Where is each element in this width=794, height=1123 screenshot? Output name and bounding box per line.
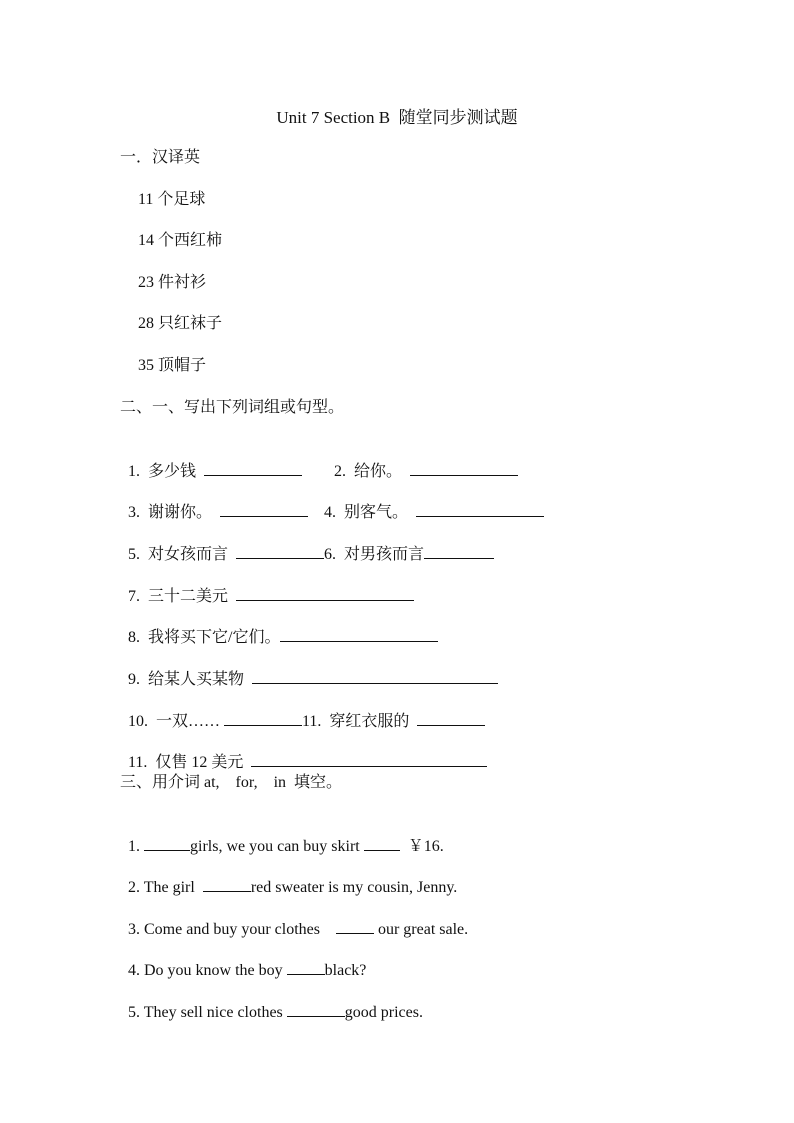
- item-number: 10.: [128, 713, 148, 730]
- section1-item: 35 顶帽子: [138, 357, 207, 374]
- item-text: 谢谢你。: [148, 504, 213, 521]
- item-number: 9.: [128, 671, 140, 688]
- answer-blank[interactable]: [224, 710, 302, 726]
- answer-blank[interactable]: [251, 751, 487, 767]
- item-text: our great sale.: [377, 921, 469, 938]
- section2-item: [120, 523, 494, 565]
- item-number: 11.: [128, 754, 148, 771]
- section3-item: [120, 981, 423, 1023]
- item-number: 7.: [128, 588, 140, 605]
- page-title: Unit 7 Section B 随堂同步测试题: [276, 108, 518, 127]
- section2-item: [120, 440, 518, 482]
- item-number: 4.: [324, 504, 337, 521]
- item-text: 多少钱: [148, 463, 197, 480]
- answer-blank[interactable]: [236, 585, 414, 601]
- section3-heading: 三、用介词 at, for, in 填空。: [120, 774, 343, 791]
- section3-item: [120, 815, 444, 857]
- item-text: 三十二美元: [148, 588, 229, 605]
- answer-blank[interactable]: [280, 626, 438, 642]
- answer-blank[interactable]: [236, 543, 324, 559]
- item-text: black?: [324, 962, 367, 979]
- item-number: 3.: [128, 504, 140, 521]
- answer-blank[interactable]: [410, 460, 518, 476]
- section1-heading: 一．汉译英: [120, 149, 201, 166]
- answer-blank[interactable]: [203, 876, 251, 892]
- answer-blank[interactable]: [252, 668, 498, 684]
- item-text: girls, we you can buy skirt: [190, 838, 360, 855]
- item-text: red sweater is my cousin, Jenny.: [250, 879, 458, 896]
- section2-heading: 二、一、写出下列词组或句型。: [120, 399, 345, 416]
- item-number: 1.: [128, 463, 140, 480]
- section2-item: [120, 565, 414, 607]
- item-text: 给你。: [354, 463, 403, 480]
- item-text: 4. Do you know the boy: [128, 962, 283, 979]
- section3-item: [120, 856, 457, 898]
- answer-blank[interactable]: [336, 918, 374, 934]
- answer-blank[interactable]: [364, 835, 400, 851]
- answer-blank[interactable]: [424, 543, 494, 559]
- answer-blank[interactable]: [417, 710, 485, 726]
- item-text: 穿红衣服的: [329, 713, 410, 730]
- section3-item: [120, 898, 468, 940]
- section2-item: [120, 648, 498, 690]
- answer-blank[interactable]: [287, 959, 325, 975]
- section3-item: [120, 939, 366, 981]
- answer-blank[interactable]: [144, 835, 190, 851]
- item-text: 5. They sell nice clothes: [128, 1004, 283, 1021]
- item-text: 对女孩而言: [148, 546, 229, 563]
- item-text: 别客气。: [344, 504, 409, 521]
- section2-item: [120, 606, 438, 648]
- answer-blank[interactable]: [416, 501, 544, 517]
- answer-blank[interactable]: [204, 460, 302, 476]
- section1-item: 23 件衬衫: [138, 274, 207, 291]
- item-text: 给某人买某物: [148, 671, 245, 688]
- item-text: 一双……: [156, 713, 221, 730]
- item-text: 对男孩而言: [344, 546, 425, 563]
- item-number: 6.: [324, 546, 337, 563]
- item-number: 2.: [334, 463, 347, 480]
- section1-item: 11 个足球: [138, 191, 206, 208]
- item-text: ￥16.: [407, 838, 444, 855]
- item-number: 11.: [302, 713, 322, 730]
- item-text: 仅售 12 美元: [155, 754, 244, 771]
- section2-item: [120, 690, 485, 732]
- item-number: 5.: [128, 546, 140, 563]
- section2-item: [120, 481, 544, 523]
- answer-blank[interactable]: [287, 1001, 345, 1017]
- section2-item: [120, 731, 487, 773]
- item-text: 2. The girl: [128, 879, 195, 896]
- item-text: 3. Come and buy your clothes: [128, 921, 320, 938]
- section1-item: 28 只红袜子: [138, 315, 223, 332]
- answer-blank[interactable]: [220, 501, 308, 517]
- section1-item: 14 个西红柿: [138, 232, 223, 249]
- item-text: good prices.: [344, 1004, 423, 1021]
- item-text: 1.: [128, 838, 140, 855]
- item-text: 我将买下它/它们。: [148, 629, 281, 646]
- item-number: 8.: [128, 629, 140, 646]
